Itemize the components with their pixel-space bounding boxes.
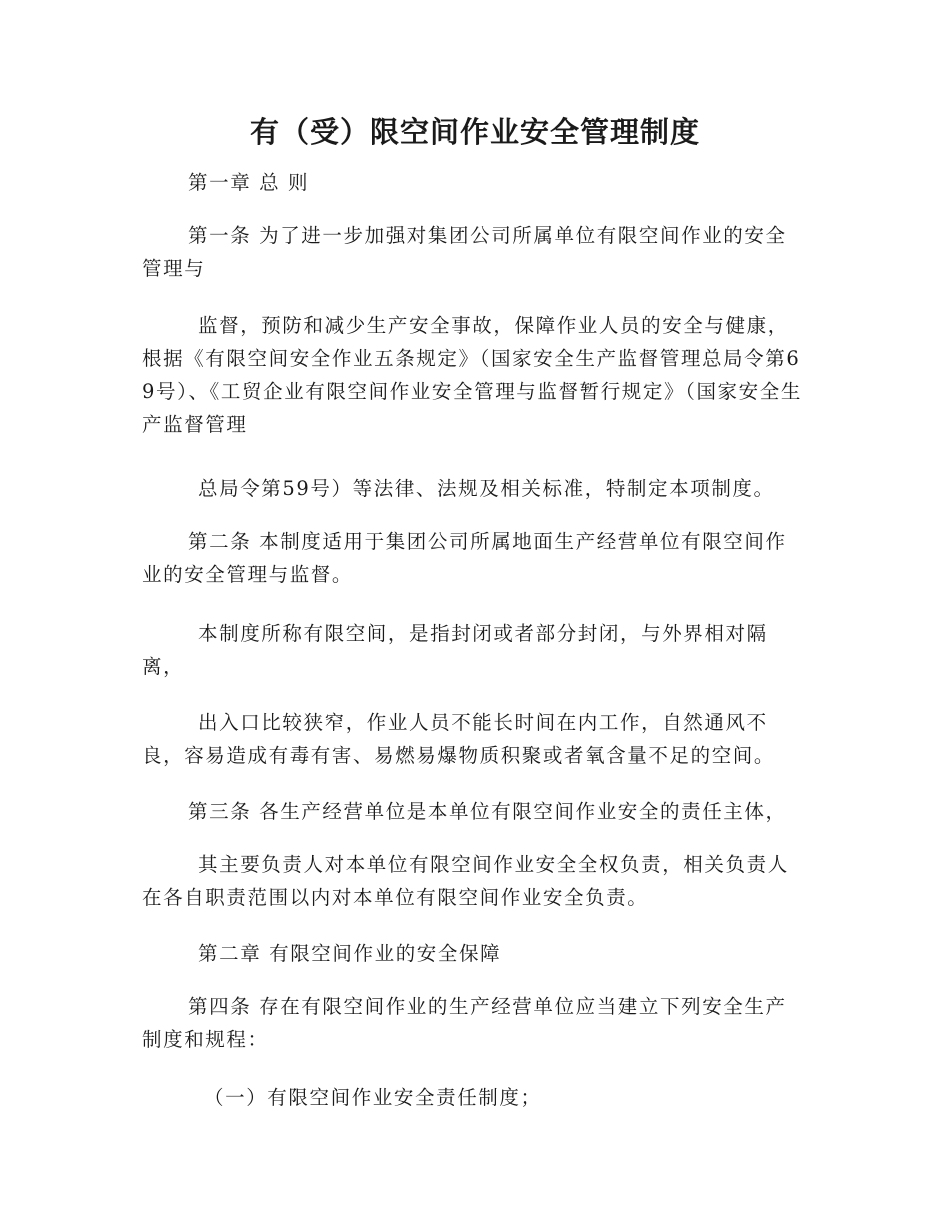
article-2-paragraph: 第二条 本制度适用于集团公司所属地面生产经营单位有限空间作业的安全管理与监督。 <box>142 530 787 586</box>
list-item-1: （一）有限空间作业安全责任制度； <box>204 1086 542 1109</box>
chapter-1-heading: 第一章 总 则 <box>188 171 310 194</box>
article-1-continuation: 监督，预防和减少生产安全事故，保障作业人员的安全与健康，根据《有限空间安全作业五条规定》（国家安全生产监督管理总局令第69号）、《工贸企业有限空间作业安全管理与监督暂行规定》（国家安全生产监督管理 <box>142 314 802 436</box>
document-title: 有（受）限空间作业安全管理制度 <box>249 115 700 149</box>
definition-paragraph: 本制度所称有限空间，是指封闭或者部分封闭，与外界相对隔离， <box>142 622 768 678</box>
article-4-paragraph: 第四条 存在有限空间作业的生产经营单位应当建立下列安全生产制度和规程： <box>142 995 787 1051</box>
article-1-closing: 总局令第59号）等法律、法规及相关标准，特制定本项制度。 <box>198 477 775 500</box>
definition-continuation: 出入口比较狭窄，作业人员不能长时间在内工作，自然通风不良，容易造成有毒有害、易燃易爆物质积聚或者氧含量不足的空间。 <box>142 711 776 767</box>
article-1-paragraph: 第一条 为了进一步加强对集团公司所属单位有限空间作业的安全管理与 <box>142 224 787 280</box>
article-3-continuation: 其主要负责人对本单位有限空间作业安全全权负责，相关负责人在各自职责范围以内对本单位有限空间作业安全负责。 <box>142 853 789 909</box>
article-3-paragraph: 第三条 各生产经营单位是本单位有限空间作业安全的责任主体， <box>188 800 787 823</box>
chapter-2-heading: 第二章 有限空间作业的安全保障 <box>198 942 502 965</box>
